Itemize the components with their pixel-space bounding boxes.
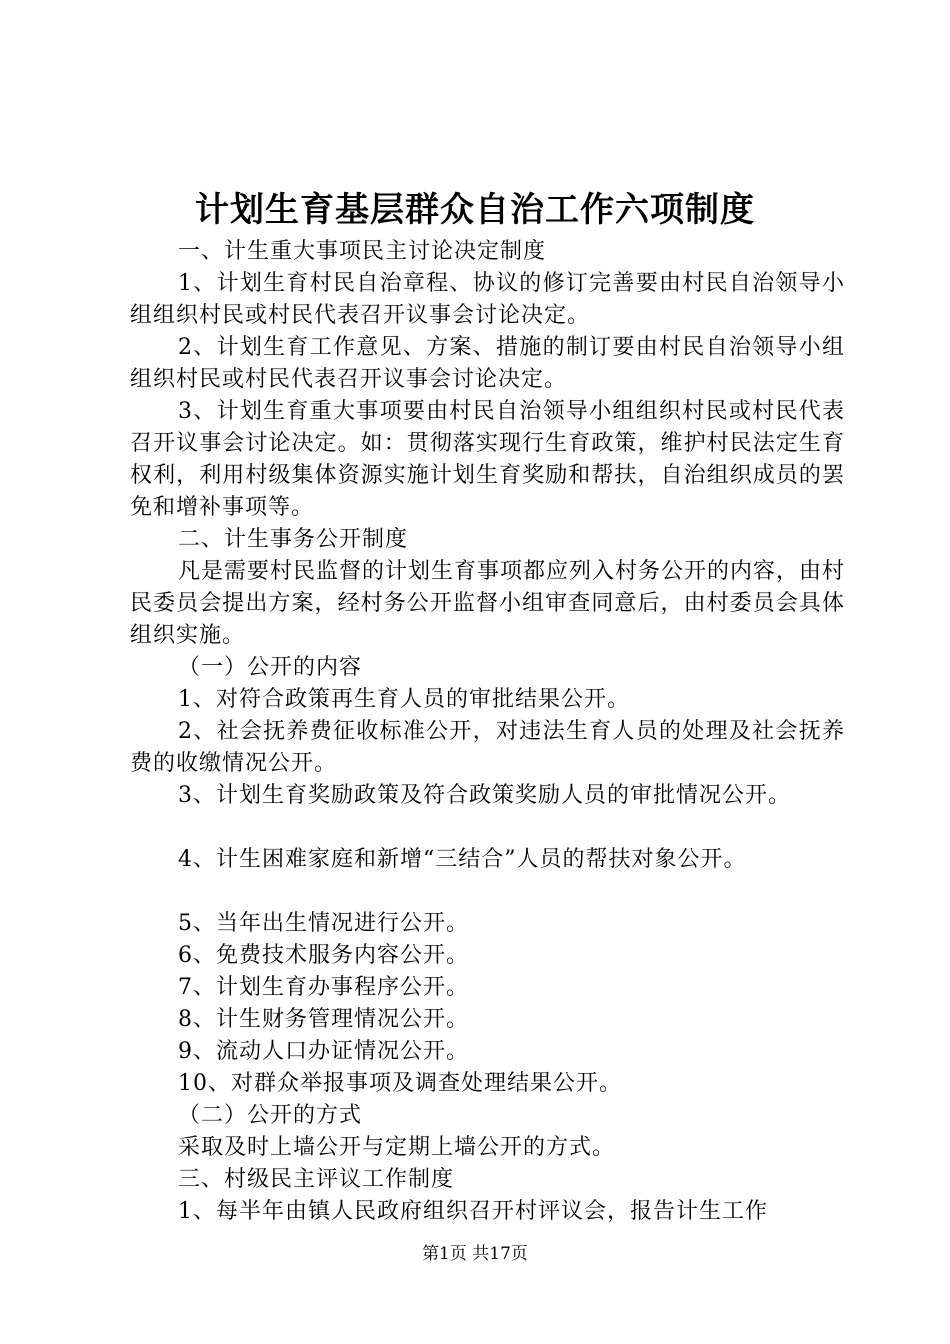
section-heading: 三、村级民主评议工作制度 [178,1167,455,1192]
list-item: 10、对群众举报事项及调查处理结果公开。 [178,1071,622,1096]
section-heading: 一、计生重大事项民主讨论决定制度 [178,239,547,264]
paragraph: 凡是需要村民监督的计划生育事项都应列入村务公开的内容，由村民委员会提出方案，经村务公开监督小组审查同意后，由村委员会具体组织实施。 [130,559,846,648]
paragraph: 采取及时上墙公开与定期上墙公开的方式。 [178,1135,616,1160]
subsection-heading: （一）公开的内容 [178,655,363,680]
document-title: 计划生育基层群众自治工作六项制度 [195,190,755,230]
list-item: 6、免费技术服务内容公开。 [178,943,469,968]
list-item: 8、计生财务管理情况公开。 [178,1007,469,1032]
list-item: 2、社会抚养费征收标准公开，对违法生育人员的处理及社会抚养费的收缴情况公开。 [130,719,845,776]
document-body [130,236,845,1228]
paragraph: 2、计划生育工作意见、方案、措施的制订要由村民自治领导小组组织村民或村民代表召开议事会讨论决定。 [130,335,845,392]
paragraph: 1、每半年由镇人民政府组织召开村评议会，报告计生工作 [178,1199,768,1224]
section-heading: 二、计生事务公开制度 [178,527,409,552]
list-item: 9、流动人口办证情况公开。 [178,1039,469,1064]
paragraph: 1、计划生育村民自治章程、协议的修订完善要由村民自治领导小组组织村民或村民代表召开议事会讨论决定。 [130,271,845,328]
subsection-heading: （二）公开的方式 [178,1103,363,1128]
page-footer: 第1页 共17页 [422,1244,528,1264]
list-item: 7、计划生育办事程序公开。 [178,975,469,1000]
list-item: 1、对符合政策再生育人员的审批结果公开。 [178,687,630,712]
list-item: 3、计划生育奖励政策及符合政策奖励人员的审批情况公开。 [178,783,791,808]
list-item: 4、计生困难家庭和新增“三结合”人员的帮扶对象公开。 [178,847,747,872]
paragraph: 3、计划生育重大事项要由村民自治领导小组组织村民或村民代表召开议事会讨论决定。如：贯彻落实现行生育政策，维护村民法定生育权利，利用村级集体资源实施计划生育奖励和帮扶，自治组织成员的罢免和增补事项等。 [130,399,845,520]
list-item: 5、当年出生情况进行公开。 [178,911,469,936]
